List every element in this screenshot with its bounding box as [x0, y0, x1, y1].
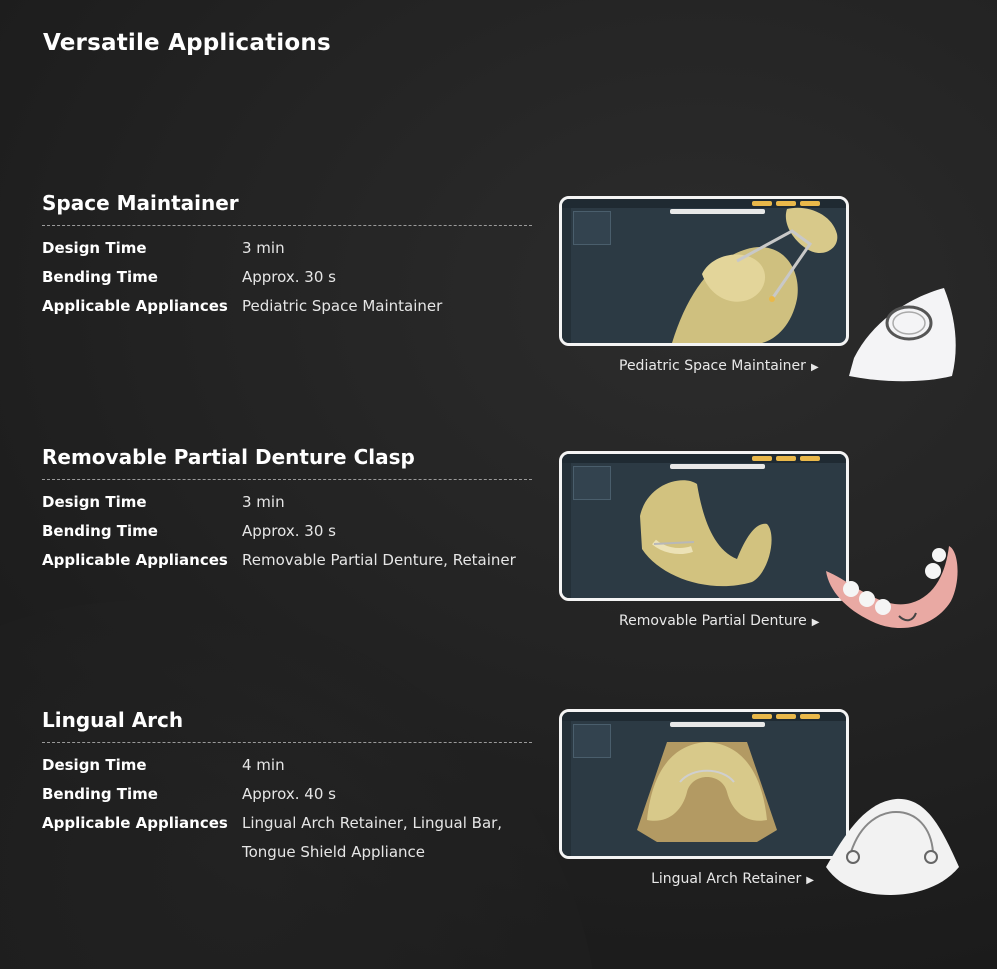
spec-row-design-time: [42, 234, 532, 263]
spec-value: Tongue Shield Appliance: [242, 843, 426, 861]
section-title: Space Maintainer: [42, 191, 239, 215]
software-screenshot: [559, 451, 849, 601]
spec-label: Design Time: [42, 756, 147, 774]
spec-row-bending-time: [42, 517, 532, 546]
spec-label: Design Time: [42, 493, 147, 511]
spec-value: 3 min: [242, 239, 285, 257]
spec-label: Applicable Appliances: [42, 297, 228, 315]
appliance-photo: [821, 541, 961, 641]
spec-label: Design Time: [42, 239, 147, 257]
divider: [42, 479, 532, 480]
spec-value: 3 min: [242, 493, 285, 511]
play-triangle-icon: ▶: [806, 875, 814, 886]
section-lingual-arch: [42, 704, 532, 867]
spec-label: Applicable Appliances: [42, 551, 228, 569]
divider: [42, 225, 532, 226]
caption-text: Lingual Arch Retainer: [651, 871, 802, 887]
caption-text: Removable Partial Denture: [619, 613, 807, 629]
spec-row-appliances: [42, 546, 532, 575]
spec-row-bending-time: [42, 780, 532, 809]
spec-label: Bending Time: [42, 268, 158, 286]
spec-label: Bending Time: [42, 785, 158, 803]
section-space-maintainer: [42, 187, 532, 321]
play-triangle-icon: ▶: [810, 362, 819, 373]
page-title: Versatile Applications: [43, 30, 331, 56]
spec-label: Applicable Appliances: [42, 814, 228, 832]
spec-value: Removable Partial Denture, Retainer: [242, 551, 516, 569]
dental-model-render: [562, 199, 846, 343]
appliance-photo: [844, 288, 959, 388]
preview-lingual-arch: [559, 709, 959, 919]
dental-model-render: [562, 454, 846, 598]
caption: [619, 358, 819, 374]
section-title: Lingual Arch: [42, 708, 184, 732]
spec-value: Pediatric Space Maintainer: [242, 297, 443, 315]
software-screenshot: [559, 709, 849, 859]
spec-row-appliances-continued: [42, 838, 532, 867]
caption: [619, 871, 814, 887]
dental-model-render: [562, 712, 846, 856]
section-title: Removable Partial Denture Clasp: [42, 445, 415, 469]
spec-value: Lingual Arch Retainer, Lingual Bar,: [242, 814, 503, 832]
preview-partial-denture: [559, 451, 959, 661]
spec-row-design-time: [42, 488, 532, 517]
spec-label: Bending Time: [42, 522, 158, 540]
divider: [42, 742, 532, 743]
spec-label-spacer: [42, 838, 242, 867]
spec-value: Approx. 30 s: [242, 522, 336, 540]
section-partial-denture-clasp: [42, 441, 532, 575]
preview-space-maintainer: [559, 196, 959, 406]
spec-row-bending-time: [42, 263, 532, 292]
spec-row-appliances: [42, 809, 532, 838]
spec-row-design-time: [42, 751, 532, 780]
software-screenshot: [559, 196, 849, 346]
spec-value: Approx. 30 s: [242, 268, 336, 286]
appliance-photo: [821, 797, 961, 897]
caption: [619, 613, 820, 629]
spec-value: Approx. 40 s: [242, 785, 336, 803]
play-triangle-icon: ▶: [811, 617, 820, 628]
caption-text: Pediatric Space Maintainer: [619, 358, 806, 374]
spec-value: 4 min: [242, 756, 285, 774]
spec-row-appliances: [42, 292, 532, 321]
